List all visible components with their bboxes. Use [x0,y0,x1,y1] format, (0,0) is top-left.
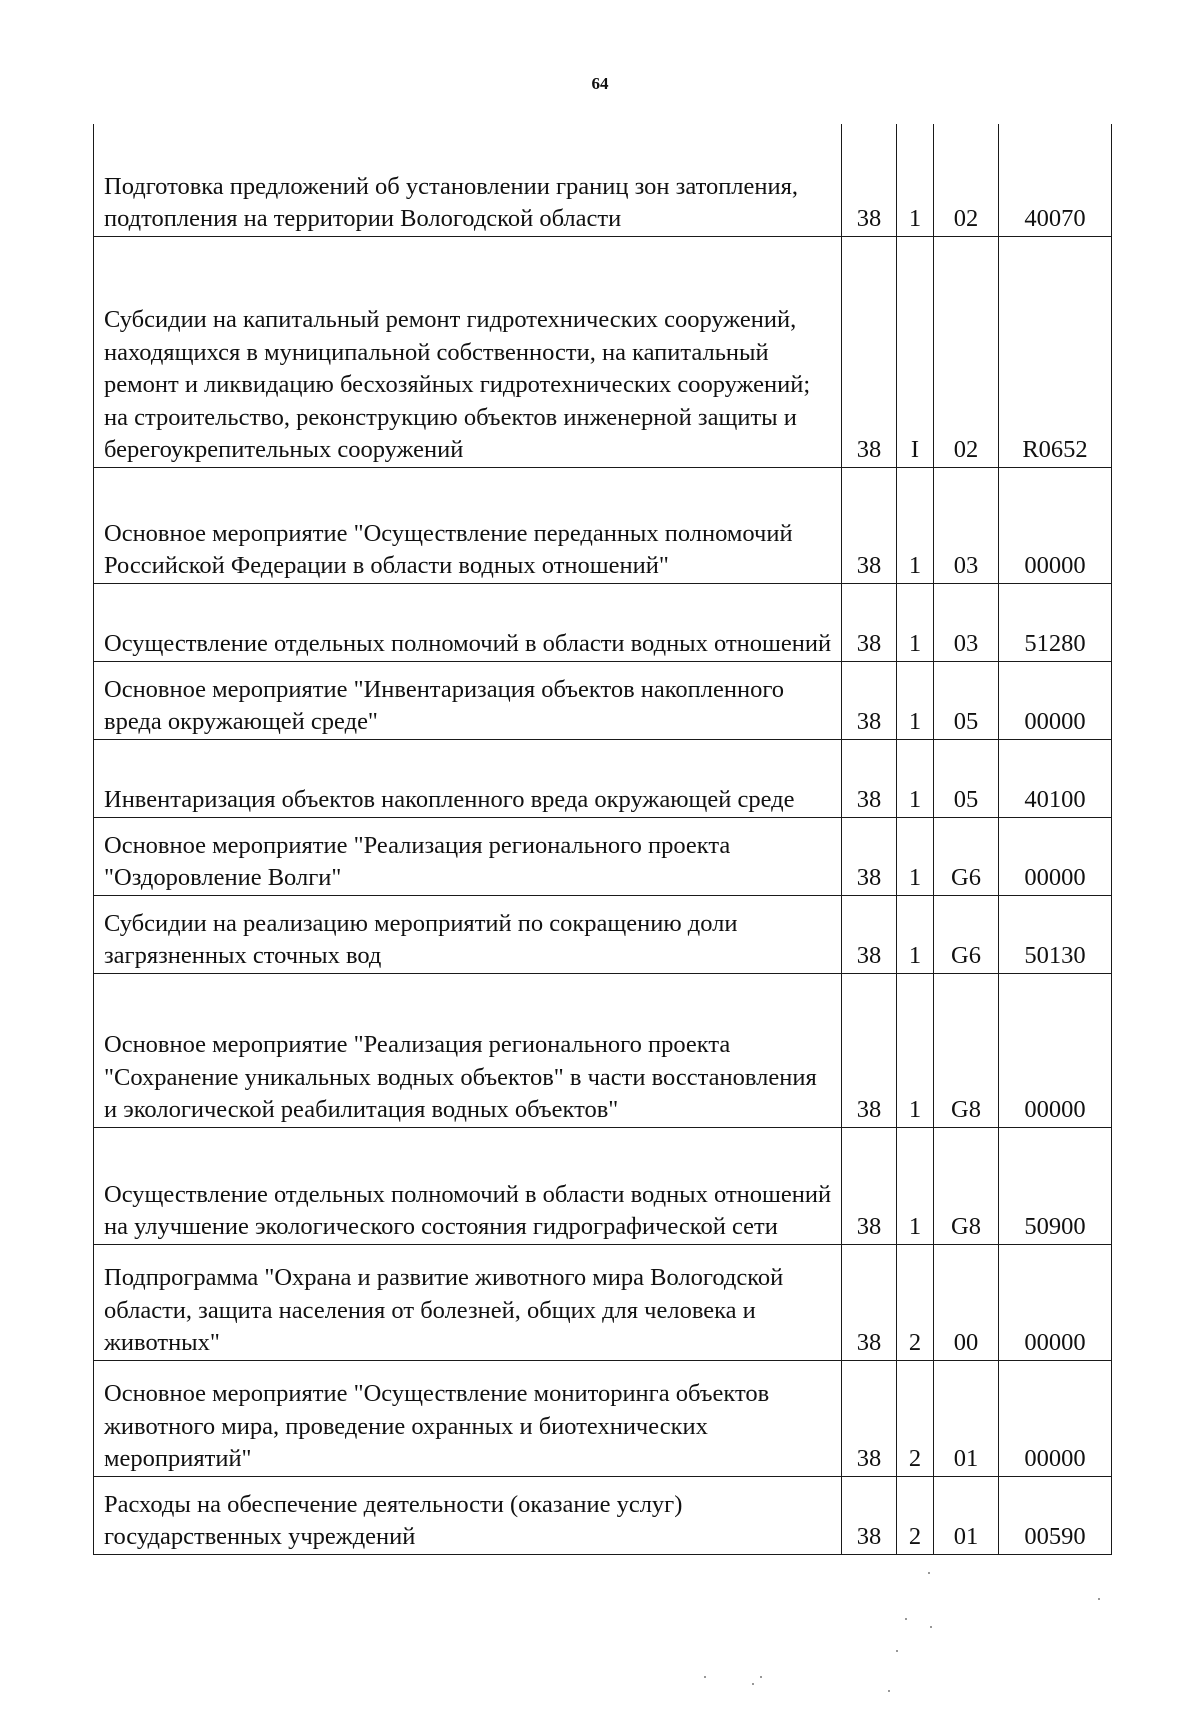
code-subprogram: 1 [897,1127,934,1244]
code-subprogram: 1 [897,739,934,817]
table-row [94,124,1112,236]
code-ministry: 38 [842,583,897,661]
row-description: Основное мероприятие "Осуществление мониторинга объектов животного мира, проведение охранных и биотехнических мероприятий" [94,1360,842,1476]
scan-speck [760,1676,762,1678]
code-activity: 01 [934,1360,999,1476]
code-direction: 00590 [999,1476,1112,1554]
row-description: Основное мероприятие "Реализация регионального проекта "Оздоровление Волги" [94,817,842,895]
scan-speck [896,1650,898,1652]
code-direction: 40100 [999,739,1112,817]
table-row [94,895,1112,973]
code-direction: 00000 [999,817,1112,895]
code-ministry: 38 [842,1476,897,1554]
code-ministry: 38 [842,895,897,973]
scan-speck [888,1690,890,1692]
row-description: Расходы на обеспечение деятельности (оказание услуг) государственных учреждений [94,1476,842,1554]
code-direction: R0652 [999,236,1112,467]
code-ministry: 38 [842,236,897,467]
code-subprogram: 1 [897,661,934,739]
code-subprogram: 2 [897,1476,934,1554]
table-row [94,661,1112,739]
code-activity: 05 [934,661,999,739]
table-row [94,583,1112,661]
code-ministry: 38 [842,1127,897,1244]
table-row [94,1127,1112,1244]
code-activity: 02 [934,236,999,467]
scan-speck [704,1676,706,1678]
code-activity: G6 [934,895,999,973]
code-direction: 50900 [999,1127,1112,1244]
code-subprogram: 2 [897,1360,934,1476]
code-subprogram: 1 [897,583,934,661]
table-row [94,1360,1112,1476]
code-direction: 00000 [999,1244,1112,1360]
code-direction: 40070 [999,124,1112,236]
code-ministry: 38 [842,817,897,895]
table-body [94,124,1112,1554]
code-activity: 02 [934,124,999,236]
scan-speck [752,1683,754,1685]
code-ministry: 38 [842,973,897,1127]
scan-speck [905,1618,907,1620]
table-row [94,739,1112,817]
table-row [94,817,1112,895]
code-subprogram: 1 [897,817,934,895]
code-activity: 03 [934,467,999,583]
row-description: Подготовка предложений об установлении границ зон затопления, подтопления на территории Вологодской области [94,124,842,236]
code-subprogram: 1 [897,895,934,973]
code-direction: 00000 [999,973,1112,1127]
code-ministry: 38 [842,467,897,583]
code-activity: 00 [934,1244,999,1360]
code-ministry: 38 [842,739,897,817]
row-description: Основное мероприятие "Инвентаризация объектов накопленного вреда окружающей среде" [94,661,842,739]
table-row [94,1476,1112,1554]
code-activity: 01 [934,1476,999,1554]
budget-classification-table [93,124,1112,1555]
row-description: Основное мероприятие "Реализация регионального проекта "Сохранение уникальных водных объектов" в части восстановления и экологической реабилитация водных объектов" [94,973,842,1127]
table-row [94,973,1112,1127]
table-row [94,1244,1112,1360]
code-subprogram: I [897,236,934,467]
row-description: Субсидии на реализацию мероприятий по сокращению доли загрязненных сточных вод [94,895,842,973]
row-description: Подпрограмма "Охрана и развитие животного мира Вологодской области, защита населения от болезней, общих для человека и животных" [94,1244,842,1360]
code-ministry: 38 [842,661,897,739]
code-activity: G6 [934,817,999,895]
code-activity: 05 [934,739,999,817]
page-number: 64 [591,74,609,93]
scan-speck [928,1572,930,1574]
row-description: Основное мероприятие "Осуществление переданных полномочий Российской Федерации в области водных отношений" [94,467,842,583]
row-description: Субсидии на капитальный ремонт гидротехнических сооружений, находящихся в муниципальной собственности, на капитальный ремонт и ликвидацию бесхозяйных гидротехнических сооружений; на строительство, реконструкцию объектов инженерной защиты и берегоукрепительных сооружений [94,236,842,467]
scan-speck [930,1626,932,1628]
code-activity: 03 [934,583,999,661]
code-activity: G8 [934,973,999,1127]
code-subprogram: 1 [897,973,934,1127]
row-description: Инвентаризация объектов накопленного вреда окружающей среде [94,739,842,817]
scan-speck [1098,1598,1100,1600]
code-direction: 00000 [999,661,1112,739]
code-direction: 00000 [999,1360,1112,1476]
code-ministry: 38 [842,1360,897,1476]
table-row [94,236,1112,467]
code-ministry: 38 [842,1244,897,1360]
table-row [94,467,1112,583]
row-description: Осуществление отдельных полномочий в области водных отношений [94,583,842,661]
code-subprogram: 1 [897,467,934,583]
row-description: Осуществление отдельных полномочий в области водных отношений на улучшение экологического состояния гидрографической сети [94,1127,842,1244]
code-subprogram: 2 [897,1244,934,1360]
code-subprogram: 1 [897,124,934,236]
code-direction: 51280 [999,583,1112,661]
code-ministry: 38 [842,124,897,236]
code-activity: G8 [934,1127,999,1244]
code-direction: 50130 [999,895,1112,973]
code-direction: 00000 [999,467,1112,583]
